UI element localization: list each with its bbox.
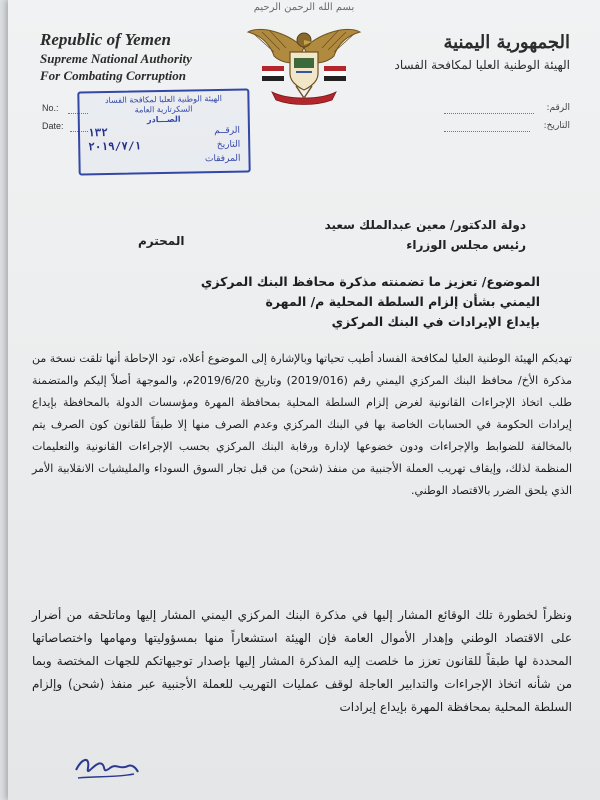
ar-country-name: الجمهورية اليمنية	[443, 32, 570, 53]
en-authority-name: Supreme National Authority	[40, 51, 192, 66]
letter-page	[8, 0, 600, 800]
subject-block	[190, 272, 540, 332]
ar-number-label: الرقم:	[546, 103, 570, 113]
en-country-name: Republic of Yemen	[40, 30, 171, 49]
basmala: بسم الله الرحمن الرحيم	[253, 2, 355, 13]
subject-line-3: بإيداع الإيرادات في البنك المركزي	[331, 314, 540, 329]
en-number-label: No.:	[42, 103, 59, 113]
subject-line-2: اليمني بشأن إلزام السلطة المحلية م/ المهرة	[265, 294, 540, 309]
subject-line-1: الموضوع/ تعزيز ما تضمنته مذكرة محافظ البنك المركزي	[200, 274, 540, 289]
ar-date-label: التاريخ:	[543, 121, 570, 131]
stamp-date-label: التاريخ	[216, 139, 241, 151]
ar-number-line	[444, 112, 534, 114]
body-paragraph-1: تهديكم الهيئة الوطنية العليا لمكافحة الفساد أطيب تحياتها وبالإشارة إلى الموضوع أعلاه، تود الإحاطة أنها تلقت نسخة من مذكرة الأخ/ محافظ البنك المركزي اليمني رقم (2019/016) وتاريخ 2019/6/20م، والموجهة أصلاً إليكم والمتضمنة طلب اتخاذ الإجراءات القانونية لغرض إلزام السلطة المحلية بمحافظة المهرة ومؤسسات الدولة بالمحافظة بإيداع إيرادات الحكومة في الحسابات الخاصة بها في البنك المركزي وعدم الصرف منها إلا طبقاً للقانون كون الصرف يتم بالمخالفة للضوابط والإجراءات ودون خضوعها لإدارة ورقابة البنك المركزي بحسب الإجراءات القانونية والتعليمات المنظمة لذلك، وإيقاف تهريب العملة الأجنبية من منفذ (شحن) من قبل تجار السوق السوداء والمليشيات الانقلابية الأمر الذي يلحق الضرر بالاقتصاد الوطني.	[32, 352, 572, 497]
ar-authority-name: الهيئة الوطنية العليا لمكافحة الفساد	[394, 58, 570, 72]
signature-icon	[72, 748, 142, 788]
ar-date-line	[444, 130, 530, 132]
en-date-label: Date:	[42, 121, 64, 131]
stamp-date-value: ٢٠١٩/٧/١	[88, 139, 142, 154]
addressee-name: دولة الدكتور/ معين عبدالملك سعيد	[324, 218, 526, 232]
stamp-authority: الهيئة الوطنية العليا لمكافحة الفساد	[104, 93, 222, 106]
stamp-attachments-row	[80, 152, 248, 169]
addressee-title: رئيس مجلس الوزراء	[406, 238, 526, 252]
stamp-number-label: الرقــم	[214, 125, 241, 137]
eagle-emblem-icon	[244, 22, 364, 108]
stamp-attachments-label: المرفقات	[204, 153, 241, 165]
body-paragraph-2: ونظراً لخطورة تلك الوقائع المشار إليها في مذكرة البنك المركزي اليمني المشار إليها وماتلحقه من أضرار على الاقتصاد الوطني وإهدار الأموال العامة فإن الهيئة استشعاراً منها بمسؤوليتها ومهامها واختصاصاتها المحددة لها طبقاً للقانون تعزز ما خلصت إليه المذكرة المشار إليها بإصدار توجيهاتكم للجهات المختصة وبما من شأنه اتخاذ الإجراءات والتدابير العاجلة لوقف عمليات التهريب للعملة الأجنبية عبر منفذ (شحن) وإلزام السلطة المحلية بمحافظة المهرة بإيداع إيرادات	[32, 608, 572, 714]
stamp-number-value: ١٣٢	[87, 125, 108, 140]
stamp-outgoing: الصـــادر	[146, 114, 181, 125]
honorific: المحترم	[138, 234, 185, 248]
addressee-block	[325, 215, 526, 255]
arabic-letterhead	[370, 30, 570, 74]
stamp-secretariat: السكرتارية العامة	[134, 104, 193, 115]
en-authority-purpose: For Combating Corruption	[40, 68, 186, 83]
outgoing-stamp	[77, 89, 250, 176]
english-letterhead	[40, 30, 240, 84]
